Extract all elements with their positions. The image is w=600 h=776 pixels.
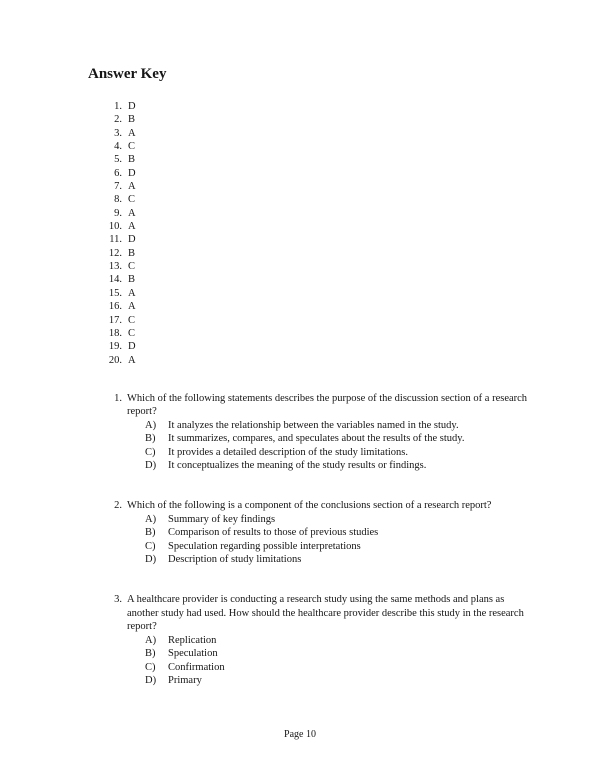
question-3	[100, 593, 560, 687]
answer-key-row	[100, 140, 136, 153]
question-text: Which of the following is a component of the conclusions section of a research report?	[127, 500, 492, 512]
answer-key-list	[100, 100, 136, 367]
question-list	[100, 392, 560, 714]
option-row	[145, 634, 560, 647]
answer-letter: A	[128, 221, 136, 233]
answer-key-row	[100, 113, 136, 126]
answer-key-row	[100, 153, 136, 166]
answer-key-row	[100, 180, 136, 193]
option-letter: A)	[145, 513, 157, 525]
question-stem	[100, 392, 560, 419]
answer-key-row	[100, 287, 136, 300]
answer-letter: D	[128, 167, 136, 179]
answer-letter: C	[128, 314, 136, 326]
option-row	[145, 647, 560, 660]
option-text: Speculation regarding possible interpretations	[168, 540, 361, 552]
option-letter: C)	[145, 540, 156, 552]
answer-number: 17.	[108, 314, 122, 326]
option-row	[145, 446, 560, 459]
option-letter: C)	[145, 661, 156, 673]
question-text: A healthcare provider is conducting a research study using the same methods and plans as another study had used. How should the healthcare provider describe this study in the research report?	[127, 594, 524, 633]
answer-letter: A	[128, 127, 136, 139]
answer-number: 2.	[114, 114, 122, 126]
option-text: Summary of key findings	[168, 513, 276, 525]
option-text: Description of study limitations	[168, 554, 302, 566]
answer-key-row	[100, 167, 136, 180]
option-row	[145, 459, 560, 472]
answer-key-row	[100, 207, 136, 220]
answer-letter: D	[128, 234, 136, 246]
option-text: Comparison of results to those of previous studies	[168, 527, 379, 539]
option-letter: D)	[145, 460, 157, 472]
answer-key-row	[100, 247, 136, 260]
answer-number: 6.	[114, 167, 122, 179]
question-stem	[100, 593, 560, 633]
option-row	[145, 526, 560, 539]
answer-key-row	[100, 260, 136, 273]
answer-letter: A	[128, 287, 136, 299]
answer-number: 12.	[108, 247, 122, 259]
answer-letter: D	[128, 341, 136, 353]
answer-letter: A	[128, 207, 136, 219]
option-row	[145, 540, 560, 553]
option-row	[145, 674, 560, 687]
answer-number: 14.	[108, 274, 122, 286]
option-text: It provides a detailed description of the study limitations.	[168, 446, 408, 458]
option-text: Primary	[168, 674, 202, 686]
option-row	[145, 661, 560, 674]
answer-key-row	[100, 300, 136, 313]
answer-letter: D	[128, 101, 136, 112]
page-number: Page 10	[284, 729, 316, 740]
question-text: Which of the following statements describes the purpose of the discussion section of a research report?	[127, 393, 528, 418]
answer-number: 11.	[109, 234, 122, 246]
option-letter: B)	[145, 648, 156, 660]
answer-number: 18.	[108, 327, 122, 339]
answer-letter: C	[128, 141, 136, 153]
answer-letter: C	[128, 261, 136, 273]
answer-letter: B	[128, 247, 136, 259]
option-text: Confirmation	[168, 661, 225, 673]
answer-number: 10.	[108, 221, 122, 233]
question-number: 3.	[114, 594, 122, 606]
question-number: 1.	[114, 393, 122, 404]
answer-number: 8.	[114, 194, 122, 206]
answer-number: 3.	[114, 127, 122, 139]
answer-key-row	[100, 327, 136, 340]
page-title: Answer Key	[88, 66, 167, 82]
option-row	[145, 513, 560, 526]
option-letter: C)	[145, 446, 156, 458]
question-1	[100, 392, 560, 472]
answer-number: 19.	[108, 341, 122, 353]
option-text: It summarizes, compares, and speculates about the results of the study.	[168, 433, 465, 445]
answer-letter: B	[128, 114, 136, 126]
option-letter: A)	[145, 419, 157, 431]
answer-number: 15.	[108, 287, 122, 299]
answer-letter: C	[128, 327, 136, 339]
answer-number: 9.	[114, 207, 122, 219]
option-text: Replication	[168, 634, 217, 646]
answer-key-row	[100, 314, 136, 327]
option-text: It conceptualizes the meaning of the study results or findings.	[168, 460, 427, 472]
answer-number: 20.	[108, 354, 122, 366]
answer-letter: B	[128, 154, 136, 166]
option-row	[145, 419, 560, 432]
question-stem	[100, 499, 560, 512]
answer-key-row	[100, 127, 136, 140]
answer-key-row	[100, 220, 136, 233]
answer-key-row	[100, 340, 136, 353]
answer-key-row	[100, 354, 136, 367]
question-2	[100, 499, 560, 566]
answer-number: 7.	[114, 181, 122, 193]
answer-key-row	[100, 100, 136, 113]
answer-letter: A	[128, 301, 136, 313]
answer-letter: A	[128, 354, 136, 366]
answer-letter: B	[128, 274, 136, 286]
option-text: It analyzes the relationship between the variables named in the study.	[168, 419, 459, 431]
answer-key-row	[100, 273, 136, 286]
question-number: 2.	[114, 500, 122, 512]
option-letter: B)	[145, 433, 156, 445]
answer-key-row	[100, 193, 136, 206]
option-text: Speculation	[168, 648, 218, 660]
option-letter: D)	[145, 674, 157, 686]
option-letter: A)	[145, 634, 157, 646]
answer-number: 4.	[114, 141, 122, 153]
answer-letter: C	[128, 194, 136, 206]
answer-key-row	[100, 233, 136, 246]
option-row	[145, 432, 560, 445]
option-letter: B)	[145, 527, 156, 539]
answer-number: 16.	[108, 301, 122, 313]
answer-letter: A	[128, 181, 136, 193]
option-letter: D)	[145, 554, 157, 566]
answer-number: 1.	[114, 101, 122, 112]
answer-number: 5.	[114, 154, 122, 166]
answer-number: 13.	[108, 261, 122, 273]
option-row	[145, 553, 560, 566]
